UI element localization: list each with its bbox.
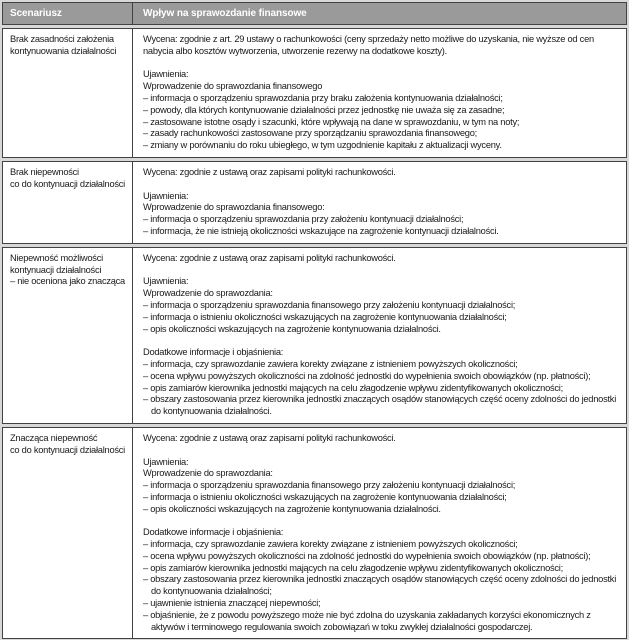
bullet-line: – opis okoliczności wskazujących na zagrożenie kontynuowania działalności.	[143, 503, 441, 514]
scenario-line: kontynuowania działalności	[10, 45, 117, 56]
scenario-cell	[3, 29, 133, 157]
bullet-line: – informacja, że nie istnieją okoliczności wskazujące na zagrożenie kontynuacji działalności.	[143, 225, 499, 236]
bullet-line: – obszary zastosowania przez kierownika jednostki znaczących osądów stanowiących część oceny zdolności do jednostki do kontynuowania działalności.	[143, 394, 617, 417]
text-line: Wprowadzenie do sprawozdania:	[143, 468, 273, 479]
scenario-line: Brak zasadności założenia	[10, 34, 114, 44]
blank-line	[143, 58, 620, 70]
scenario-line: Znacząca niepewność	[10, 432, 98, 443]
scenario-line: Brak niepewności	[10, 166, 79, 177]
text-line: Ujawnienia:	[143, 190, 189, 201]
bullet-line: – informacja o sporządzeniu sprawozdania przy braku założenia kontynuowania działalności;	[143, 92, 503, 103]
impact-cell	[133, 29, 626, 157]
bullet-line: – informacja, czy sprawozdanie zawiera korekty związane z istnieniem powyższych okoliczności;	[143, 539, 518, 550]
bullet-line: – ujawnienie istnienia znaczącej niepewności;	[143, 598, 321, 609]
scenario-line: Niepewność możliwości	[10, 252, 103, 263]
table-row	[2, 161, 627, 244]
impact-cell	[133, 162, 626, 243]
text-line: Wycena: zgodnie z ustawą oraz zapisami polityki rachunkowości.	[143, 252, 396, 263]
table-row	[2, 427, 627, 640]
scenario-cell	[3, 162, 133, 243]
bullet-line: – ocena wpływu powyższych okoliczności na zdolność jednostki do wypełnienia swoich obowiązków (np. płatności);	[143, 550, 591, 561]
table-header	[2, 2, 627, 25]
bullet-line: – opis zamiarów kierownika jednostki mających na celu złagodzenie wpływu zidentyfikowanych okoliczności;	[143, 382, 563, 393]
bullet-line: – ocena wpływu powyższych okoliczności na zdolność jednostki do wypełnienia swoich obowiązków (np. płatności);	[143, 370, 591, 381]
bullet-line: – opis zamiarów kierownika jednostki mających na celu złagodzenie wpływu zidentyfikowanych okoliczności;	[143, 562, 563, 573]
header-scenario-label: Scenariusz	[3, 3, 133, 24]
bullet-line: – zastosowane istotne osądy i szacunki, które wpływają na dane w sprawozdaniu, w tym na noty;	[143, 116, 520, 127]
bullet-line: – opis okoliczności wskazujących na zagrożenie kontynuowania działalności.	[143, 323, 441, 334]
text-line: Wprowadzenie do sprawozdania:	[143, 288, 273, 299]
bullet-line: – informacja o istnieniu okoliczności wskazujących na zagrożenie kontynuowania działalności;	[143, 491, 507, 502]
text-line: Dodatkowe informacje i objaśnienia:	[143, 347, 284, 358]
blank-line	[143, 515, 620, 527]
bullet-line: – informacja o sporządzeniu sprawozdania przy założeniu kontynuacji działalności;	[143, 214, 464, 225]
bullet-line: – obszary zastosowania przez kierownika jednostki znaczących osądów stanowiących część oceny zdolności do jednostki do kontynuowania działalności;	[143, 574, 617, 597]
bullet-line: – informacja o sporządzeniu sprawozdania finansowego przy założeniu kontynuacji działalności;	[143, 480, 516, 491]
scenario-line: kontynuacji działalności	[10, 264, 102, 275]
scenario-cell	[3, 248, 133, 423]
text-line: Wprowadzenie do sprawozdania finansowego:	[143, 202, 325, 213]
text-line: Wprowadzenie do sprawozdania finansowego	[143, 81, 323, 92]
bullet-line: – informacja, czy sprawozdanie zawiera korekty związane z istnieniem powyższych okoliczności;	[143, 358, 518, 369]
scenarios-table-body	[2, 28, 627, 639]
scenario-line: co do kontynuacji działalności	[10, 444, 125, 455]
bullet-line: – zasady rachunkowości zastosowane przy sporządzaniu sprawozdania finansowego;	[143, 128, 477, 139]
text-line: Ujawnienia:	[143, 276, 189, 287]
impact-cell	[133, 248, 626, 423]
blank-line	[143, 445, 620, 457]
bullet-line: – powody, dla których kontynuowanie działalności przez jednostkę nie uważa się za zasadne;	[143, 104, 505, 115]
text-line: Ujawnienia:	[143, 456, 189, 467]
text-line: Ujawnienia:	[143, 69, 189, 80]
table-row	[2, 247, 627, 424]
scenario-line: co do kontynuacji działalności	[10, 178, 125, 189]
header-impact-label: Wpływ na sprawozdanie finansowe	[143, 8, 307, 19]
table-row	[2, 28, 627, 158]
bullet-line: – informacja o sporządzeniu sprawozdania finansowego przy założeniu kontynuacji działalności;	[143, 299, 516, 310]
scenario-line: – nie oceniona jako znacząca	[10, 276, 125, 287]
bullet-line: – objaśnienie, że z powodu powyższego może nie być zdolna do uzyskania zakładanych korzyści ekonomicznych z aktywów i terminowego regulowania swoich zobowiązań w toku zwykłej działalności gospodarczej.	[143, 609, 591, 632]
impact-cell	[133, 428, 626, 639]
blank-line	[143, 265, 620, 277]
blank-line	[143, 335, 620, 347]
text-line: Wycena: zgodnie z ustawą oraz zapisami polityki rachunkowości.	[143, 432, 396, 443]
text-line: Dodatkowe informacje i objaśnienia:	[143, 527, 284, 538]
text-line: Wycena: zgodnie z art. 29 ustawy o rachunkowości (ceny sprzedaży netto możliwe do uzyskania, nie wyższe od cen nabycia albo kosztów wytworzenia, utworzenie rezerwy na dodatkowe koszty).	[143, 34, 594, 56]
bullet-line: – zmiany w porównaniu do roku ubiegłego, w tym uzgodnienie kapitału z aktualizacji wyceny.	[143, 140, 502, 151]
blank-line	[143, 179, 620, 191]
text-line: Wycena: zgodnie z ustawą oraz zapisami polityki rachunkowości.	[143, 166, 396, 177]
scenario-cell	[3, 428, 133, 639]
bullet-line: – informacja o istnieniu okoliczności wskazujących na zagrożenie kontynuowania działalności;	[143, 311, 507, 322]
